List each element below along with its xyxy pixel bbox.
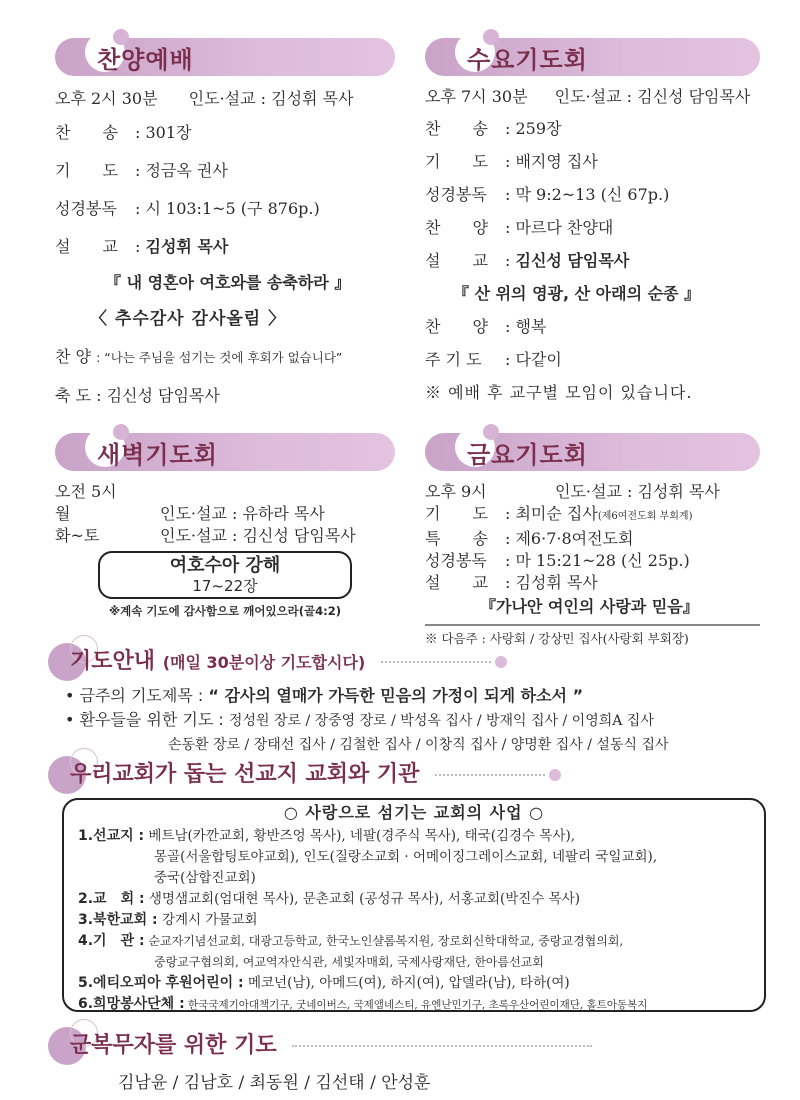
section-title-wrap [48, 756, 561, 794]
section-title: 기도안내 [70, 649, 156, 674]
colon: : [135, 237, 141, 256]
label: 찬 송 [55, 123, 118, 142]
label: 축 도 [55, 386, 91, 405]
colon: : [505, 251, 511, 270]
dotted-leader [292, 1045, 592, 1047]
section-title-wrap [48, 643, 507, 682]
section-header-pill [425, 38, 760, 76]
schedule-row [55, 525, 395, 547]
value: 강계시 가물교회 [161, 912, 258, 928]
leader: 인도·설교 : 김성휘 목사 [555, 482, 720, 501]
key: 3.북한교회 : [78, 912, 158, 928]
section-title: 군복무자를 위한 기도 [70, 1033, 277, 1058]
dawn-note: ※계속 기도에 감사함으로 깨어있으라(골4:2) [108, 604, 342, 618]
missions-header [48, 756, 561, 794]
dotted-leader [435, 774, 545, 776]
end-dot [495, 656, 507, 668]
section-title: 수요기도회 [467, 46, 588, 74]
wednesday-prayer-section [425, 38, 760, 409]
divider [425, 624, 760, 626]
label: 찬 양 [425, 218, 488, 237]
section-subtitle: (매일 30분이상 기도합시다) [162, 653, 366, 672]
box-title: ○ 사랑으로 섬기는 교회의 사업 ○ [283, 803, 545, 822]
leader: 인도·설교 : 김성휘 목사 [188, 89, 354, 108]
friday-prayer-section [425, 433, 760, 648]
value: : 최미순 집사 [505, 504, 598, 523]
leader: 인도·설교 : 김신성 담임목사 [554, 87, 751, 106]
value: : 김신성 담임목사 [96, 386, 220, 405]
notice: ※ 예배 후 교구별 모임이 있습니다. [425, 383, 693, 402]
label: 찬 송 [425, 119, 488, 138]
mission-item [64, 826, 764, 847]
time: 오후 2시 30분 [55, 89, 158, 108]
reading-line [425, 550, 760, 572]
time-line [425, 481, 760, 503]
day: 화~토 [55, 526, 100, 545]
label: 기 도 [425, 504, 488, 523]
value: 순교자기념선교회, 대광고등학교, 한국노인샬롬복지원, 장로회신학대학교, 중랑교경협의회, [148, 934, 624, 948]
value: 생명샘교회(엄대현 목사), 문촌교회 (공성규 목사), 서홍교회(박진수 목사) [148, 891, 580, 907]
preacher: 김신성 담임목사 [515, 251, 630, 270]
value: : 301장 [135, 123, 192, 142]
praise-line [55, 338, 395, 377]
section-title: 금요기도회 [467, 441, 588, 469]
value: : 마 15:21~28 (신 25p.) [505, 551, 690, 570]
hymn-line [55, 114, 395, 152]
key: 2.교 회 : [78, 891, 145, 907]
label: 기 도 [425, 152, 488, 171]
sermon-line [55, 228, 395, 266]
value: 정성원 장로 / 장중영 장로 / 박성옥 집사 / 방재익 집사 / 이영희A 집사 [228, 713, 654, 729]
time: 오후 7시 30분 [425, 87, 528, 106]
end-dot [549, 769, 561, 781]
label: 성경봉독 [425, 551, 487, 570]
prayer-topic [65, 684, 785, 708]
box-subtitle: 17~22장 [192, 577, 258, 595]
section-header-pill [55, 38, 395, 76]
blessing-line [55, 377, 395, 415]
label: • 환우들을 위한 기도 : [65, 710, 224, 729]
next-week: ※ 다음주 : 사랑회 / 강상민 집사(사랑회 부회장) [425, 631, 689, 646]
sermon-title: 『 산 위의 영광, 산 아래의 순종 』 [453, 284, 701, 303]
value: 베트남(카깐교회, 황반즈엉 목사), 네팔(경주식 목사), 태국(김경수 목사), [148, 828, 576, 844]
leader: 인도·설교 : 김신성 담임목사 [160, 526, 356, 545]
mission-item-cont: 몽골(서울합팅토야교회), 인도(질랑소교회 · 어메이징그레이스교회, 네팔리 국일교회), [154, 849, 658, 865]
prayer-guide-header [48, 643, 507, 682]
section-header-pill [425, 433, 760, 471]
time-line [425, 82, 760, 112]
sermon-line [425, 244, 760, 277]
sunday-worship-section [55, 38, 395, 415]
preacher: 김성휘 목사 [145, 237, 229, 256]
reading-line [55, 190, 395, 228]
sermon-line [425, 572, 760, 594]
value: : 259장 [505, 119, 562, 138]
box-title: 여호수아 강해 [169, 555, 281, 576]
key: 6.희망봉사단체 : [78, 996, 185, 1012]
label: 설 교 [425, 251, 488, 270]
key: 4.기 관 : [78, 933, 145, 949]
special-event: 〈 추수감사 감사올림 〉 [90, 309, 287, 329]
mission-item [64, 994, 764, 1016]
value: 한국국제기아대책기구, 굿네이버스, 국제앰네스티, 유엔난민기구, 초록우산어린이재단, 홀트아동복지 [188, 999, 648, 1011]
label: 설 교 [55, 237, 118, 256]
label: 설 교 [425, 573, 488, 592]
section-title: 찬양예배 [97, 46, 194, 74]
sick-prayer [65, 708, 785, 733]
label: • 금주의 기도제목 : [65, 686, 204, 705]
label: 성경봉독 [55, 199, 117, 218]
value: 메코넌(남), 아메드(여), 하지(여), 압델라(남), 타하(여) [247, 975, 570, 991]
mission-item [64, 931, 764, 952]
mission-item [64, 973, 764, 994]
time: 오후 9시 [425, 482, 487, 501]
key: 1.선교지 : [78, 828, 145, 844]
section-header-pill [55, 433, 395, 471]
schedule-row [55, 503, 395, 525]
prayer-guide-body [65, 684, 785, 757]
dawn-prayer-section [55, 433, 395, 619]
value: : 마르다 찬양대 [505, 218, 614, 237]
mission-item [64, 889, 764, 910]
sick-prayer-cont: 손동환 장로 / 장태선 집사 / 김철한 집사 / 이창직 집사 / 양명환 집사 / 설동식 집사 [168, 737, 669, 753]
value: “ 감사의 열매가 가득한 믿음의 가정이 되게 하소서 ” [208, 686, 584, 705]
value: : 정금옥 권사 [135, 161, 228, 180]
prayer-line [55, 152, 395, 190]
praise2-line [425, 310, 760, 343]
value: : 배지영 집사 [505, 152, 598, 171]
bible-study-box [98, 551, 352, 599]
leader: 인도·설교 : 유하라 목사 [160, 504, 325, 523]
label: 성경봉독 [425, 185, 487, 204]
prayer-line [425, 503, 760, 528]
mission-item [64, 910, 764, 931]
time-line: 오전 5시 [55, 482, 117, 501]
value: : 다같이 [505, 350, 562, 369]
mission-item-cont: 중국(삼합진교회) [154, 870, 256, 886]
hymn-line [425, 112, 760, 145]
dotted-leader [381, 661, 491, 663]
label: 찬 양 [55, 347, 91, 366]
value: : 시 103:1~5 (구 876p.) [135, 199, 320, 218]
value: : 막 9:2~13 (신 67p.) [505, 185, 670, 204]
missions-box [62, 798, 766, 1012]
sermon-title: 『 내 영혼아 여호와를 송축하라 』 [105, 273, 351, 292]
label: 주 기 도 [425, 350, 482, 369]
day: 월 [55, 504, 71, 523]
prayer-line [425, 145, 760, 178]
time-line [55, 84, 395, 114]
special-line [425, 528, 760, 550]
section-title: 우리교회가 돕는 선교지 교회와 기관 [70, 762, 420, 787]
note: (제6여전도회 부회계) [597, 511, 693, 522]
sermon-title: 『가나안 여인의 사랑과 믿음』 [480, 597, 699, 616]
value: : 제6·7·8여전도회 [505, 529, 634, 548]
reading-line [425, 178, 760, 211]
praise-line [425, 211, 760, 244]
lords-prayer-line [425, 343, 760, 376]
value: : “나는 주님을 섬기는 것에 후회가 없습니다” [96, 350, 343, 365]
value: : 행복 [505, 317, 547, 336]
military-names: 김남윤 / 김남호 / 최동원 / 김선태 / 안성훈 [118, 1073, 431, 1093]
key: 5.에티오피아 후원어린이 : [78, 975, 244, 991]
military-header [48, 1027, 592, 1065]
mission-item-cont: 중랑교구협의회, 여교역자안식관, 세빛자매회, 국제사랑재단, 한아름선교회 [154, 955, 544, 969]
value: : 김성휘 목사 [505, 573, 598, 592]
section-title: 새벽기도회 [97, 441, 218, 469]
label: 특 송 [425, 529, 488, 548]
label: 찬 양 [425, 317, 488, 336]
section-title-wrap [48, 1027, 592, 1065]
label: 기 도 [55, 161, 118, 180]
